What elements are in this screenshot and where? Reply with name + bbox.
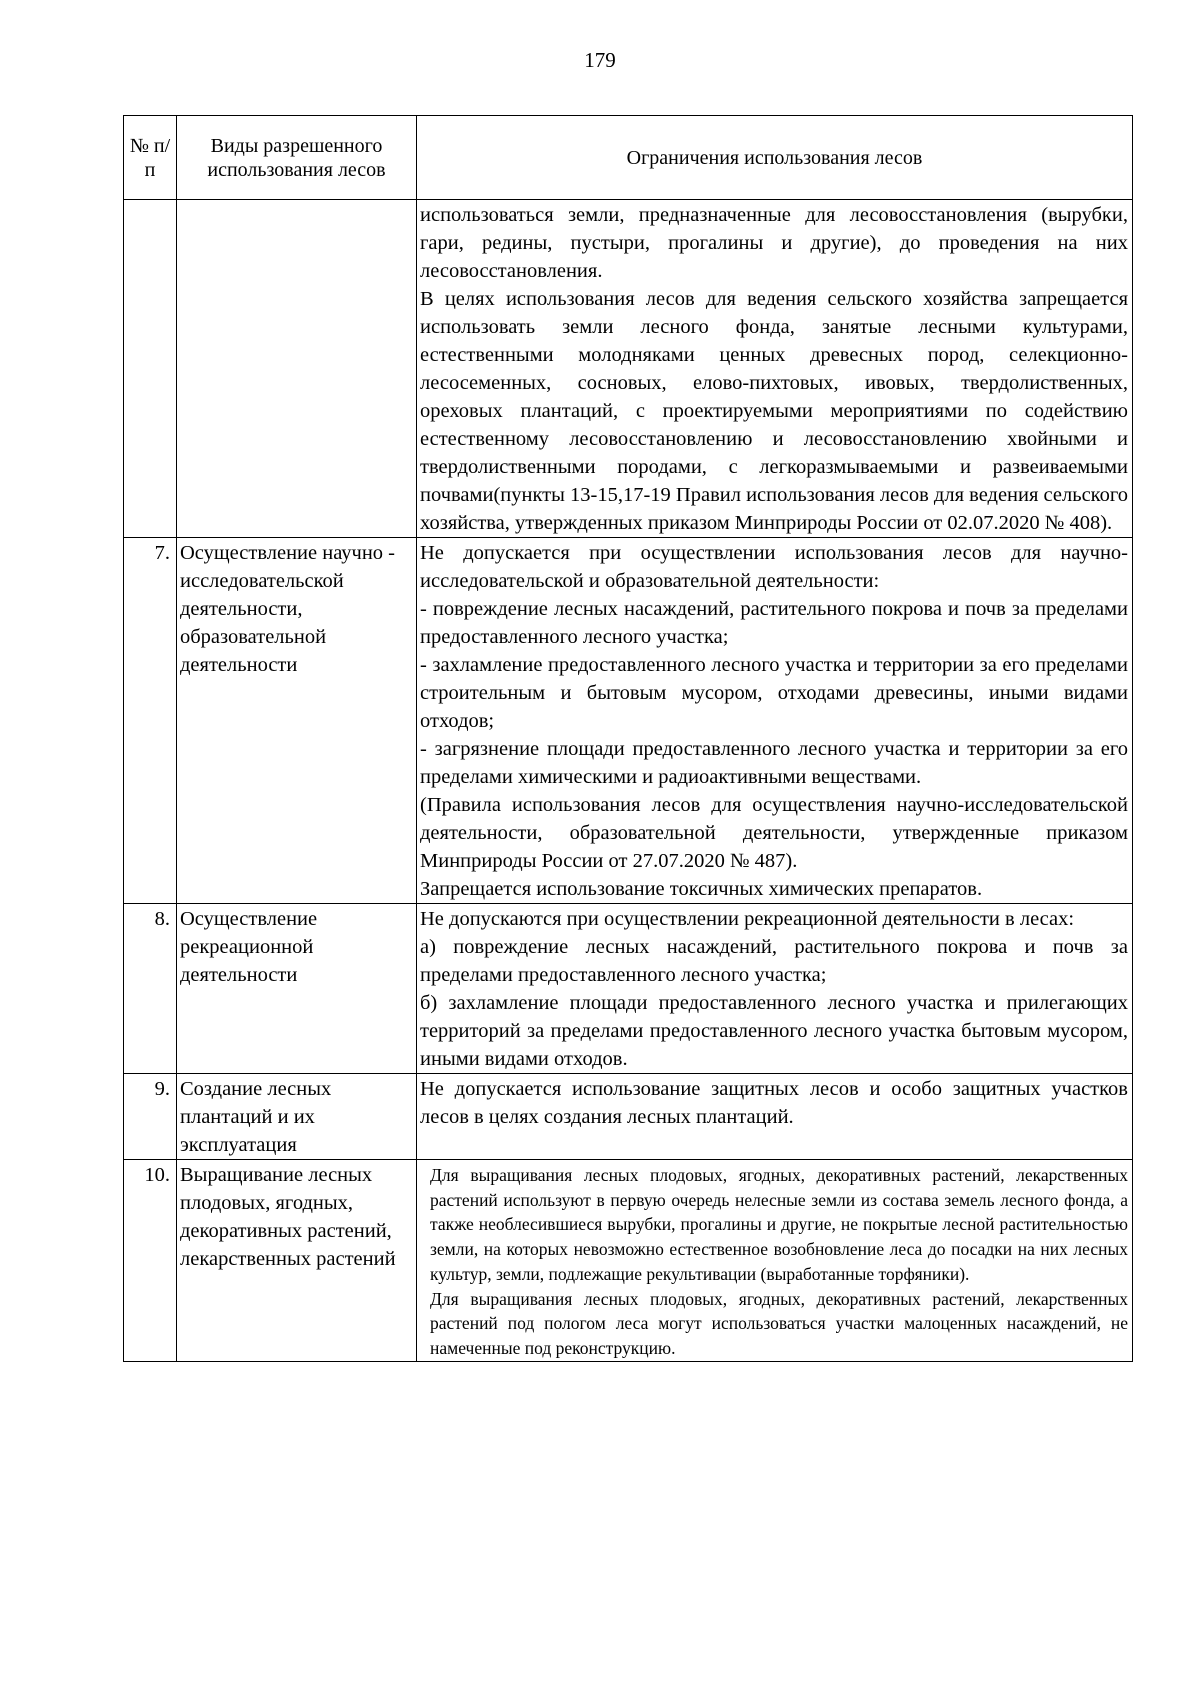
restriction-paragraph: Для выращивания лесных плодовых, ягодных, декоративных растений, лекарственных растений используют в первую очередь нелесные земли из состава земель лесного фонда, а также необлесившиеся вырубки, прогалины и другие, не покрытые лесной растительностью земли, на которых невозможно естественное возобновление леса до посадки на них лесных культур, земли, подлежащие рекультивации (выработанные торфяники). — [430, 1165, 1128, 1284]
restriction-paragraph: - повреждение лесных насаждений, растительного покрова и почв за пределами предоставленного лесного участка; — [420, 598, 1128, 648]
restriction-paragraph: Для выращивания лесных плодовых, ягодных, декоративных растений, лекарственных растений под пологом леса могут использоваться участки малоценных насаждений, не намеченные под реконструкцию. — [430, 1288, 1128, 1358]
table-header-row — [124, 116, 1133, 200]
restrictions-table — [123, 115, 1133, 1362]
row-kind: Осуществление научно - исследовательской деятельности, образовательной деятельности — [177, 538, 417, 904]
row-number: 7. — [124, 538, 177, 904]
row-number: 9. — [124, 1074, 177, 1160]
row-restrictions — [417, 538, 1133, 904]
row-restrictions — [417, 1074, 1133, 1160]
restriction-paragraph: Не допускается использование защитных лесов и особо защитных участков лесов в целях создания лесных плантаций. — [420, 1078, 1128, 1128]
page-number: 179 — [584, 48, 616, 72]
row-restrictions — [417, 1160, 1133, 1362]
row-number: 10. — [124, 1160, 177, 1362]
row-kind: Осуществление рекреационной деятельности — [177, 904, 417, 1074]
restriction-paragraph: а) повреждение лесных насаждений, растительного покрова и почв за пределами предоставленного лесного участка; — [420, 936, 1128, 986]
table-row — [124, 1074, 1133, 1160]
table-row — [124, 904, 1133, 1074]
table-row — [124, 200, 1133, 538]
row-number: 8. — [124, 904, 177, 1074]
header-number: № п/п — [124, 116, 177, 200]
restriction-paragraph: Не допускается при осуществлении использования лесов для научно-исследовательской и образовательной деятельности: — [420, 542, 1128, 592]
header-restrictions: Ограничения использования лесов — [417, 116, 1133, 200]
restriction-paragraph: Запрещается использование токсичных химических препаратов. — [420, 878, 983, 900]
row-kind — [177, 200, 417, 538]
restriction-paragraph: использоваться земли, предназначенные для лесовосстановления (вырубки, гари, редины, пустыри, прогалины и другие), до проведения на них лесовосстановления. — [420, 204, 1128, 282]
row-restrictions — [417, 200, 1133, 538]
restriction-paragraph: б) захламление площади предоставленного лесного участка и прилегающих территорий за пределами предоставленного лесного участка бытовым мусором, иными видами отходов. — [420, 992, 1128, 1070]
header-kind: Виды разрешенного использования лесов — [177, 116, 417, 200]
row-kind: Создание лесных плантаций и их эксплуатация — [177, 1074, 417, 1160]
restriction-paragraph: Не допускаются при осуществлении рекреационной деятельности в лесах: — [420, 908, 1075, 930]
restriction-paragraph: В целях использования лесов для ведения сельского хозяйства запрещается использовать земли лесного фонда, занятые лесными культурами, естественными молодняками ценных древесных пород, селекционно-лесосеменных, сосновых, елово-пихтовых, ивовых, твердолиственных, ореховых плантаций, с проектируемыми мероприятиями по содействию естественному лесовосстановлению и лесовосстановлению хвойными и твердолиственными породами, с легкоразмываемыми и развеиваемыми почвами(пункты 13-15,17-19 Правил использования лесов для ведения сельского хозяйства, утвержденных приказом Минприроды России от 02.07.2020 № 408). — [420, 288, 1128, 534]
table-row — [124, 1160, 1133, 1362]
restriction-paragraph: - загрязнение площади предоставленного лесного участка и территории за его пределами химическими и радиоактивными веществами. — [420, 738, 1128, 788]
row-number — [124, 200, 177, 538]
row-kind: Выращивание лесных плодовых, ягодных, декоративных растений, лекарственных растений — [177, 1160, 417, 1362]
restriction-paragraph: (Правила использования лесов для осуществления научно-исследовательской деятельности, образовательной деятельности, утвержденные приказом Минприроды России от 27.07.2020 № 487). — [420, 794, 1128, 872]
table-row — [124, 538, 1133, 904]
restriction-paragraph: - захламление предоставленного лесного участка и территории за его пределами строительным и бытовым мусором, отходами древесины, иными видами отходов; — [420, 654, 1128, 732]
row-restrictions — [417, 904, 1133, 1074]
